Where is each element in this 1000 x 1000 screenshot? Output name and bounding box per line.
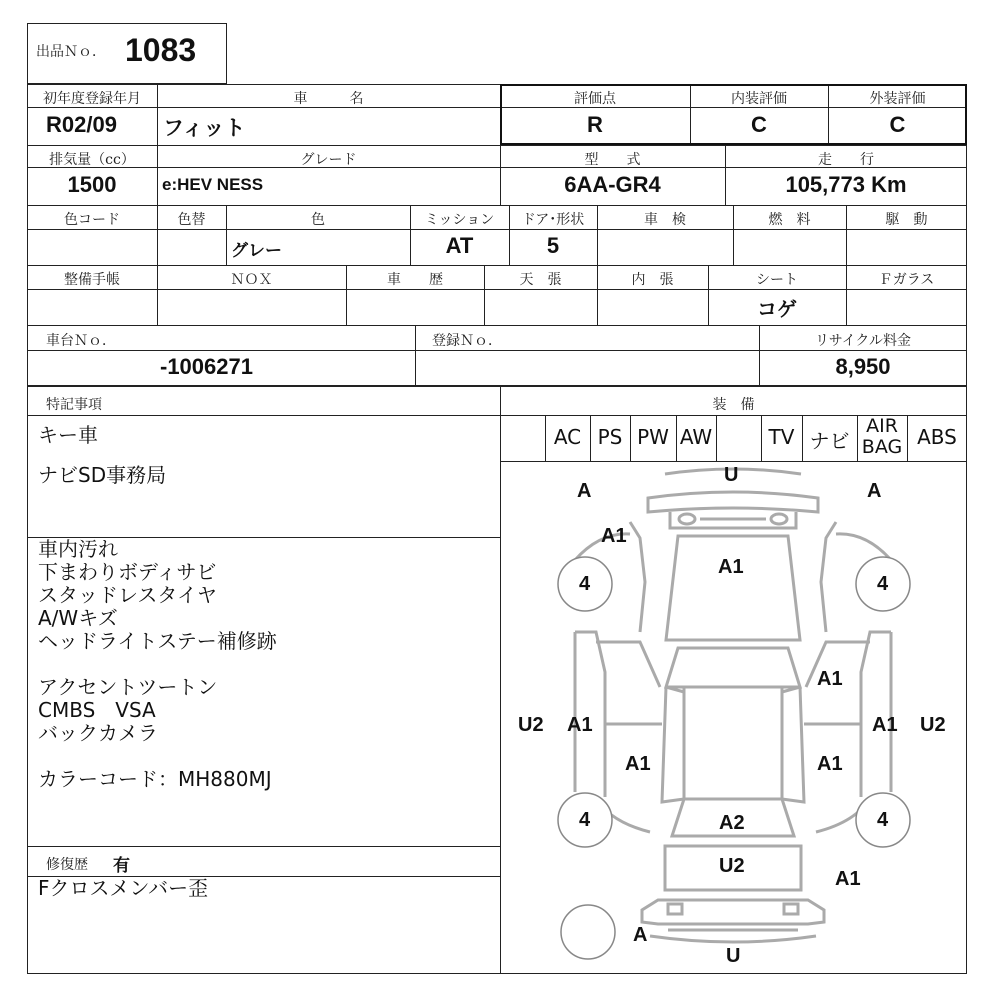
mileage-label: 走 行 xyxy=(818,152,874,168)
note-line: 車内汚れ xyxy=(38,537,118,561)
drive-label: 駆 動 xyxy=(885,212,928,228)
equip-item: AC xyxy=(553,425,582,449)
equip-item: ABS xyxy=(917,425,957,449)
mark-hood: A1 xyxy=(718,556,744,578)
color-change-label: 色替 xyxy=(177,212,206,228)
color-code-label: 色コード xyxy=(64,212,120,228)
car-name-label: 車 名 xyxy=(293,91,364,107)
interior-roof-label: 内 張 xyxy=(631,272,674,288)
color-value: グレー xyxy=(231,241,282,260)
displacement-label: 排気量（cc） xyxy=(49,152,135,168)
fuel-label: 燃 料 xyxy=(768,212,811,228)
notes-middle xyxy=(38,538,277,791)
note-line: A/Wキズ xyxy=(38,606,118,630)
maintenance-label: 整備手帳 xyxy=(64,272,120,288)
chassis-label: 車台Ｎｏ． xyxy=(46,333,116,349)
note-line: カラーコード：MH880MJ xyxy=(38,767,272,791)
equipment-label: 装 備 xyxy=(712,397,755,413)
seat-label: シート xyxy=(756,272,798,288)
door-value: 5 xyxy=(546,233,560,258)
mark-rear-bumper: U xyxy=(726,945,741,967)
mark-rear-glass: A2 xyxy=(719,812,745,834)
equip-item: PS xyxy=(597,425,623,449)
notes-top xyxy=(38,424,166,487)
exterior-value: C xyxy=(889,112,906,137)
seat-value: コゲ xyxy=(757,299,797,321)
reg-date-label: 初年度登録年月 xyxy=(43,91,141,107)
mark-left-rear-door: A1 xyxy=(625,753,651,775)
recycle-label: リサイクル料金 xyxy=(814,333,912,349)
equip-item: AIR BAG xyxy=(861,415,903,458)
mark-tire-fl: 4 xyxy=(579,573,591,595)
note-line xyxy=(38,745,277,768)
mark-front-bumper: U xyxy=(724,464,739,486)
nox-label: ＮＯＸ xyxy=(230,272,273,288)
mark-tire-fr: 4 xyxy=(877,573,889,595)
note-line: キー車 xyxy=(38,423,98,447)
score-value: R xyxy=(587,112,603,137)
mark-trunk: U2 xyxy=(719,855,745,877)
recycle-value: 8,950 xyxy=(835,354,891,379)
note-line: ナビSD事務局 xyxy=(38,463,167,487)
mission-value: AT xyxy=(445,233,474,258)
repair-value: 有 xyxy=(113,856,130,876)
spare-tire xyxy=(561,905,615,959)
inspection-label: 車 検 xyxy=(644,212,686,228)
registration-label: 登録Ｎｏ． xyxy=(432,333,502,349)
mark-tire-rr: 4 xyxy=(877,809,889,831)
reg-date-value: R02/09 xyxy=(46,112,117,137)
roof-label: 天 張 xyxy=(519,272,562,288)
grade-value: e:HEV NESS xyxy=(162,175,264,194)
exterior-label: 外装評価 xyxy=(869,91,926,107)
mission-label: ミッション xyxy=(424,212,495,228)
mark-rear-left: A xyxy=(633,924,648,946)
equip-item: ナビ xyxy=(809,429,850,453)
mark-tire-rl: 4 xyxy=(579,809,591,831)
mark-right-side: U2 xyxy=(920,714,946,736)
note-line: CMBS VSA xyxy=(38,698,156,722)
mark-front-right-corner: A xyxy=(867,480,882,502)
car-name-value: フィット xyxy=(163,117,246,140)
note-line: ヘッドライトステー補修跡 xyxy=(38,629,277,653)
note-line: スタッドレスタイヤ xyxy=(38,583,217,607)
mark-left-door: A1 xyxy=(567,714,593,736)
note-line: アクセントツートン xyxy=(38,675,218,699)
door-label: ドア･形状 xyxy=(521,212,585,228)
lot-label: 出品Ｎｏ． xyxy=(36,44,106,60)
interior-label: 内装評価 xyxy=(731,91,787,107)
mark-right-door: A1 xyxy=(872,714,898,736)
equip-item: AW xyxy=(679,425,713,449)
mark-right-front-door: A1 xyxy=(817,668,843,690)
displacement-value: 1500 xyxy=(67,172,117,197)
grade-label: グレード xyxy=(300,152,357,168)
interior-value: C xyxy=(751,112,767,137)
score-label: 評価点 xyxy=(574,91,616,107)
chassis-value: -1006271 xyxy=(160,354,253,379)
mark-right-rear-door: A1 xyxy=(817,753,843,775)
mark-left-side: U2 xyxy=(518,714,544,736)
mark-hood-left: A1 xyxy=(601,525,627,547)
color-label: 色 xyxy=(311,212,325,228)
repair-label: 修復歴 xyxy=(46,857,88,873)
model-type-label: 型 式 xyxy=(584,152,641,168)
note-line: 下まわりボディサビ xyxy=(38,560,217,584)
car-history-label: 車 歴 xyxy=(387,272,443,288)
lot-number: 1083 xyxy=(125,32,197,68)
equip-item: TV xyxy=(768,425,795,449)
mileage-value: 105,773 Km xyxy=(785,172,907,197)
note-line: バックカメラ xyxy=(38,721,158,745)
mark-rear-right: A1 xyxy=(835,868,861,890)
notes-label: 特記事項 xyxy=(46,397,102,413)
equip-item: PW xyxy=(637,425,669,449)
front-glass-label: Ｆガラス xyxy=(878,272,935,288)
mark-front-left-corner: A xyxy=(577,480,592,502)
repair-note: Fクロスメンバー歪 xyxy=(38,876,209,900)
model-type-value: 6AA-GR4 xyxy=(564,172,661,197)
note-line xyxy=(38,653,277,676)
